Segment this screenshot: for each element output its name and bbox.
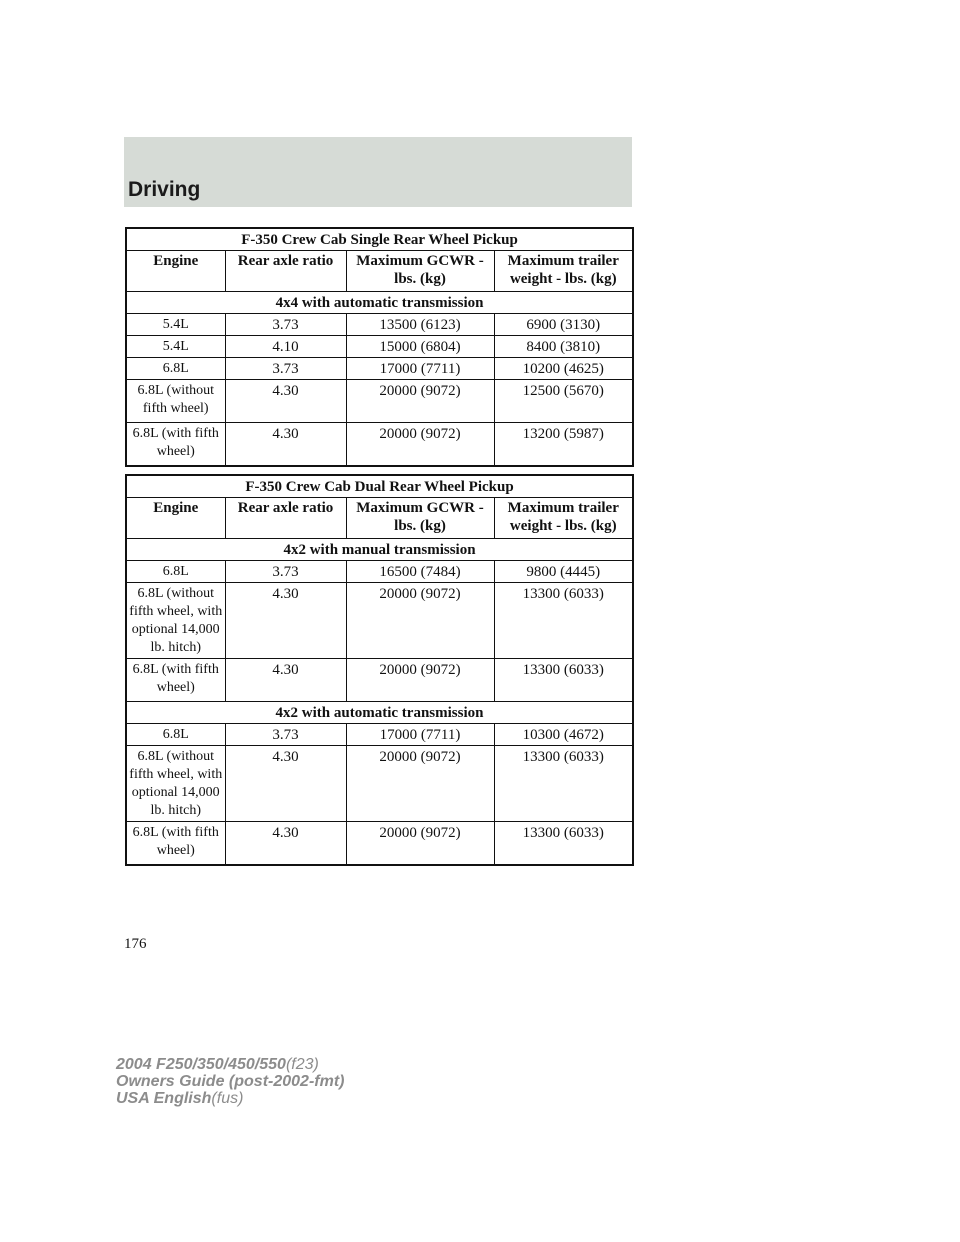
axle-ratio-cell: 4.30 — [225, 583, 346, 659]
trailer-weight-cell: 13300 (6033) — [494, 583, 633, 659]
engine-cell: 6.8L (with fifth wheel) — [126, 822, 225, 866]
table-row — [126, 583, 633, 659]
table-row — [126, 561, 633, 583]
axle-ratio-cell: 4.30 — [225, 822, 346, 866]
gcwr-cell: 13500 (6123) — [346, 314, 494, 336]
footer-guide: Owners Guide (post-2002-fmt) — [116, 1073, 345, 1090]
column-header-engine: Engine — [126, 251, 225, 292]
table-title: F-350 Crew Cab Single Rear Wheel Pickup — [126, 228, 633, 251]
trailer-weight-cell: 10200 (4625) — [494, 358, 633, 380]
table-row — [126, 659, 633, 702]
group-label: 4x2 with manual transmission — [126, 539, 633, 561]
axle-ratio-cell: 3.73 — [225, 724, 346, 746]
axle-ratio-cell: 4.30 — [225, 380, 346, 423]
gcwr-cell: 20000 (9072) — [346, 423, 494, 467]
axle-ratio-cell: 3.73 — [225, 314, 346, 336]
column-header-axle-ratio: Rear axle ratio — [225, 251, 346, 292]
engine-cell: 5.4L — [126, 314, 225, 336]
table-row — [126, 746, 633, 822]
engine-cell: 6.8L — [126, 561, 225, 583]
footer-model: 2004 F250/350/450/550 — [116, 1056, 286, 1073]
column-header-gcwr: Maximum GCWR - lbs. (kg) — [346, 251, 494, 292]
trailer-weight-cell: 9800 (4445) — [494, 561, 633, 583]
document-footer — [116, 1056, 344, 1107]
trailer-weight-cell: 13300 (6033) — [494, 746, 633, 822]
column-header-engine: Engine — [126, 498, 225, 539]
gcwr-cell: 20000 (9072) — [346, 746, 494, 822]
table-header-row — [126, 498, 633, 539]
gcwr-cell: 15000 (6804) — [346, 336, 494, 358]
axle-ratio-cell: 4.30 — [225, 423, 346, 467]
trailer-weight-cell: 6900 (3130) — [494, 314, 633, 336]
footer-language-code: (fus) — [211, 1090, 244, 1107]
engine-cell: 5.4L — [126, 336, 225, 358]
section-title: Driving — [128, 178, 201, 201]
table-row — [126, 358, 633, 380]
axle-ratio-cell: 3.73 — [225, 561, 346, 583]
engine-cell: 6.8L (with fifth wheel) — [126, 423, 225, 467]
table-row — [126, 336, 633, 358]
axle-ratio-cell: 4.30 — [225, 746, 346, 822]
table-row — [126, 724, 633, 746]
engine-cell: 6.8L (without fifth wheel, with optional 14,000 lb. hitch) — [126, 746, 225, 822]
gcwr-cell: 20000 (9072) — [346, 380, 494, 423]
gcwr-cell: 17000 (7711) — [346, 724, 494, 746]
table-row — [126, 822, 633, 866]
trailer-weight-cell: 12500 (5670) — [494, 380, 633, 423]
trailer-weight-cell: 13200 (5987) — [494, 423, 633, 467]
column-header-gcwr: Maximum GCWR - lbs. (kg) — [346, 498, 494, 539]
table-title: F-350 Crew Cab Dual Rear Wheel Pickup — [126, 475, 633, 498]
towing-table-dual-rear-wheel — [125, 474, 634, 866]
column-header-axle-ratio: Rear axle ratio — [225, 498, 346, 539]
gcwr-cell: 20000 (9072) — [346, 822, 494, 866]
column-header-trailer-weight: Maximum trailer weight - lbs. (kg) — [494, 498, 633, 539]
engine-cell: 6.8L (with fifth wheel) — [126, 659, 225, 702]
group-label: 4x4 with automatic transmission — [126, 292, 633, 314]
engine-cell: 6.8L — [126, 358, 225, 380]
trailer-weight-cell: 8400 (3810) — [494, 336, 633, 358]
group-label: 4x2 with automatic transmission — [126, 702, 633, 724]
gcwr-cell: 20000 (9072) — [346, 583, 494, 659]
column-header-trailer-weight: Maximum trailer weight - lbs. (kg) — [494, 251, 633, 292]
page-number: 176 — [124, 936, 147, 952]
axle-ratio-cell: 3.73 — [225, 358, 346, 380]
table-row — [126, 314, 633, 336]
axle-ratio-cell: 4.10 — [225, 336, 346, 358]
footer-model-code: (f23) — [285, 1056, 319, 1073]
engine-cell: 6.8L (without fifth wheel, with optional 14,000 lb. hitch) — [126, 583, 225, 659]
table-row — [126, 380, 633, 423]
footer-language: USA English — [116, 1090, 212, 1107]
axle-ratio-cell: 4.30 — [225, 659, 346, 702]
table-row — [126, 423, 633, 467]
table-header-row — [126, 251, 633, 292]
gcwr-cell: 17000 (7711) — [346, 358, 494, 380]
engine-cell: 6.8L — [126, 724, 225, 746]
trailer-weight-cell: 13300 (6033) — [494, 659, 633, 702]
towing-table-single-rear-wheel — [125, 227, 634, 467]
engine-cell: 6.8L (without fifth wheel) — [126, 380, 225, 423]
trailer-weight-cell: 13300 (6033) — [494, 822, 633, 866]
gcwr-cell: 20000 (9072) — [346, 659, 494, 702]
trailer-weight-cell: 10300 (4672) — [494, 724, 633, 746]
gcwr-cell: 16500 (7484) — [346, 561, 494, 583]
